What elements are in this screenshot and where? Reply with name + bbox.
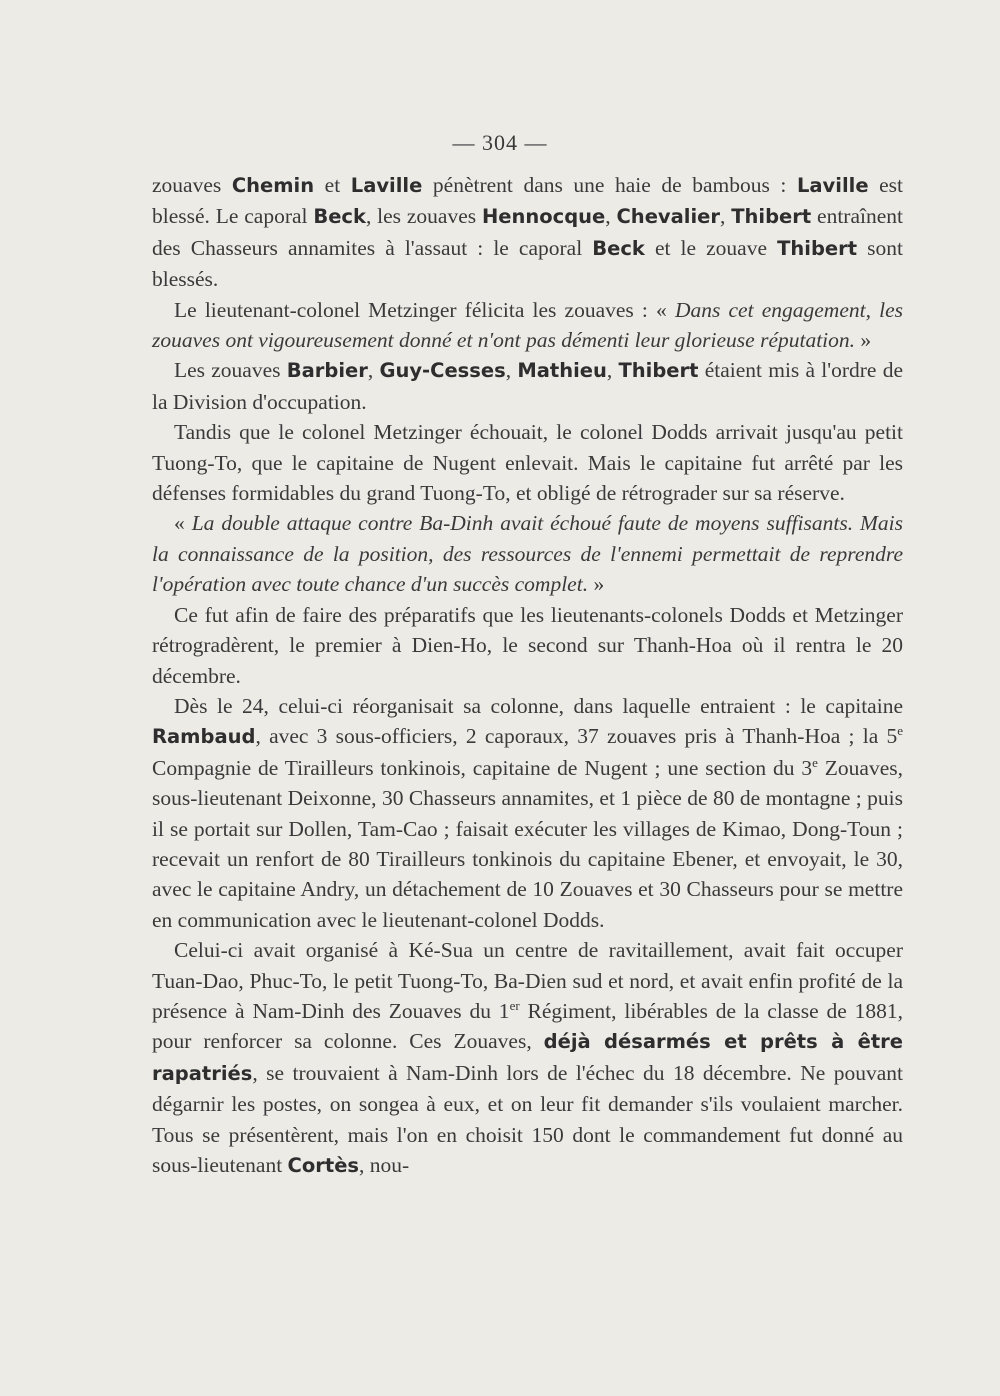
italic-quote: Dans cet engagement, les zouaves ont vigoureusement donné et n'ont pas démenti leur glorieuse réputation. bbox=[152, 297, 904, 353]
bold-name: Beck bbox=[313, 205, 366, 229]
text-run: Tandis que le colonel Metzinger échouait, le colonel Dodds arrivait jusqu'au petit Tuong-To, que le capitaine de Nugent enlevait. Mais le capitaine fut arrêté par les défenses formidables du grand Tuong-To, et obligé de rétrograder sur sa réserve. bbox=[152, 420, 903, 506]
text-run: , bbox=[606, 358, 619, 383]
text-run: étaient mis à l'ordre de la Division d'occupation. bbox=[152, 358, 903, 414]
text-run: pénètrent dans une haie de bambous : bbox=[422, 173, 797, 197]
bold-name: Mathieu bbox=[517, 359, 607, 383]
bold-name: Hennocque bbox=[481, 205, 606, 229]
text-run: , bbox=[367, 358, 380, 383]
text-run: , bbox=[605, 204, 617, 229]
text-run: , bbox=[720, 204, 732, 229]
bold-name: Thibert bbox=[777, 236, 858, 260]
text-run: Ce fut afin de faire des préparatifs que les lieutenants-colonels Dodds et Metzinger rétrogradèrent, le premier à Dien-Ho, le second sur Thanh-Hoa où il rentra le 20 décembre. bbox=[152, 602, 903, 688]
page-number: — 304 — bbox=[452, 130, 548, 155]
text-run: et bbox=[314, 173, 351, 197]
text-run: Dès le 24, celui-ci réorganisait sa colonne, dans laquelle entraient : le capitaine bbox=[174, 693, 903, 718]
bold-name: Thibert bbox=[618, 359, 699, 383]
text-run: Le lieutenant-colonel Metzinger félicita les zouaves : « bbox=[174, 297, 675, 322]
text-run: , bbox=[505, 358, 518, 383]
text-run: , les zouaves bbox=[365, 204, 482, 229]
text-run: Celui-ci avait organisé à Ké-Sua un centre de ravitaillement, avait fait occuper Tuan-Dao, Phuc-To, le petit Tuong-To, Ba-Dien sud et nord, et avait enfin profité de la présence à Nam-Dinh des Zouaves du 1 bbox=[152, 938, 903, 1023]
paragraph bbox=[152, 691, 903, 935]
bold-name: Laville bbox=[796, 174, 869, 197]
superscript: e bbox=[812, 754, 818, 770]
body-text bbox=[152, 170, 903, 1181]
text-run: Les zouaves bbox=[174, 358, 287, 383]
text-run: sont blessés. bbox=[152, 235, 904, 292]
bold-name: Beck bbox=[592, 236, 645, 260]
bold-name: Rambaud bbox=[152, 725, 256, 749]
paragraph bbox=[152, 508, 903, 599]
text-run: entraînent des Chasseurs annamites à l'assaut : le caporal bbox=[152, 204, 903, 260]
text-run: » bbox=[588, 572, 605, 597]
superscript: er bbox=[509, 997, 520, 1013]
paragraph bbox=[152, 170, 903, 295]
text-run: , se trouvaient à Nam-Dinh lors de l'échec du 18 décembre. Ne pouvant dégarnir les postes, on songea à eux, et on leur fit demander s'ils voulaient marcher. Tous se présentèrent, mais l'on en choisit 150 dont le commandement fut donné au sous-lieutenant bbox=[152, 1060, 903, 1177]
paragraph bbox=[152, 355, 903, 417]
text-run: » bbox=[855, 328, 872, 353]
text-run: , avec 3 sous-officiers, 2 caporaux, 37 zouaves pris à Thanh-Hoa ; la 5 bbox=[255, 724, 898, 749]
bold-name: Barbier bbox=[286, 359, 368, 383]
bold-name: Laville bbox=[350, 174, 423, 197]
bold-name: Thibert bbox=[731, 205, 812, 229]
paragraph bbox=[152, 417, 903, 508]
superscript: e bbox=[897, 723, 903, 739]
bold-name: Chemin bbox=[231, 174, 315, 197]
text-run: Zouaves, sous-lieutenant Deixonne, 30 Chasseurs annamites, et 1 pièce de 80 de montagne ; puis il se portait sur Dollen, Tam-Cao ; faisait exécuter les villages de Kimao, Dong-Toun ; recevait un renfort de 80 Tirailleurs tonkinois du capitaine Ebener, et envoyait, le 30, avec le capitaine Andry, un détachement de 10 Zouaves et 30 Chasseurs pour se mettre en communication avec le lieutenant-colonel Dodds. bbox=[152, 755, 904, 932]
bold-name: Chevalier bbox=[616, 205, 720, 229]
text-run: zouaves bbox=[152, 173, 232, 197]
text-run: , nou- bbox=[359, 1153, 410, 1177]
bold-name: Guy-Cesses bbox=[379, 359, 506, 383]
text-run: « bbox=[174, 511, 192, 536]
text-run: et le zouave bbox=[644, 235, 778, 260]
text-run: est blessé. Le caporal bbox=[152, 173, 903, 229]
bold-name: Cortès bbox=[287, 1154, 360, 1177]
bold-name: déjà désarmés et prêts à être rapatriés bbox=[152, 1030, 903, 1085]
italic-quote: La double attaque contre Ba-Dinh avait échoué faute de moyens suffisants. Mais la connaissance de la position, des ressources de l'ennemi permettait de reprendre l'opération avec toute chance d'un succès complet. bbox=[152, 511, 904, 597]
text-run: Régiment, libérables de la classe de 1881, pour renforcer sa colonne. Ces Zouaves, bbox=[152, 998, 903, 1054]
paragraph bbox=[152, 295, 903, 356]
paragraph bbox=[152, 600, 903, 691]
text-run: Compagnie de Tirailleurs tonkinois, capitaine de Nugent ; une section du 3 bbox=[152, 755, 813, 780]
paragraph bbox=[152, 935, 903, 1181]
